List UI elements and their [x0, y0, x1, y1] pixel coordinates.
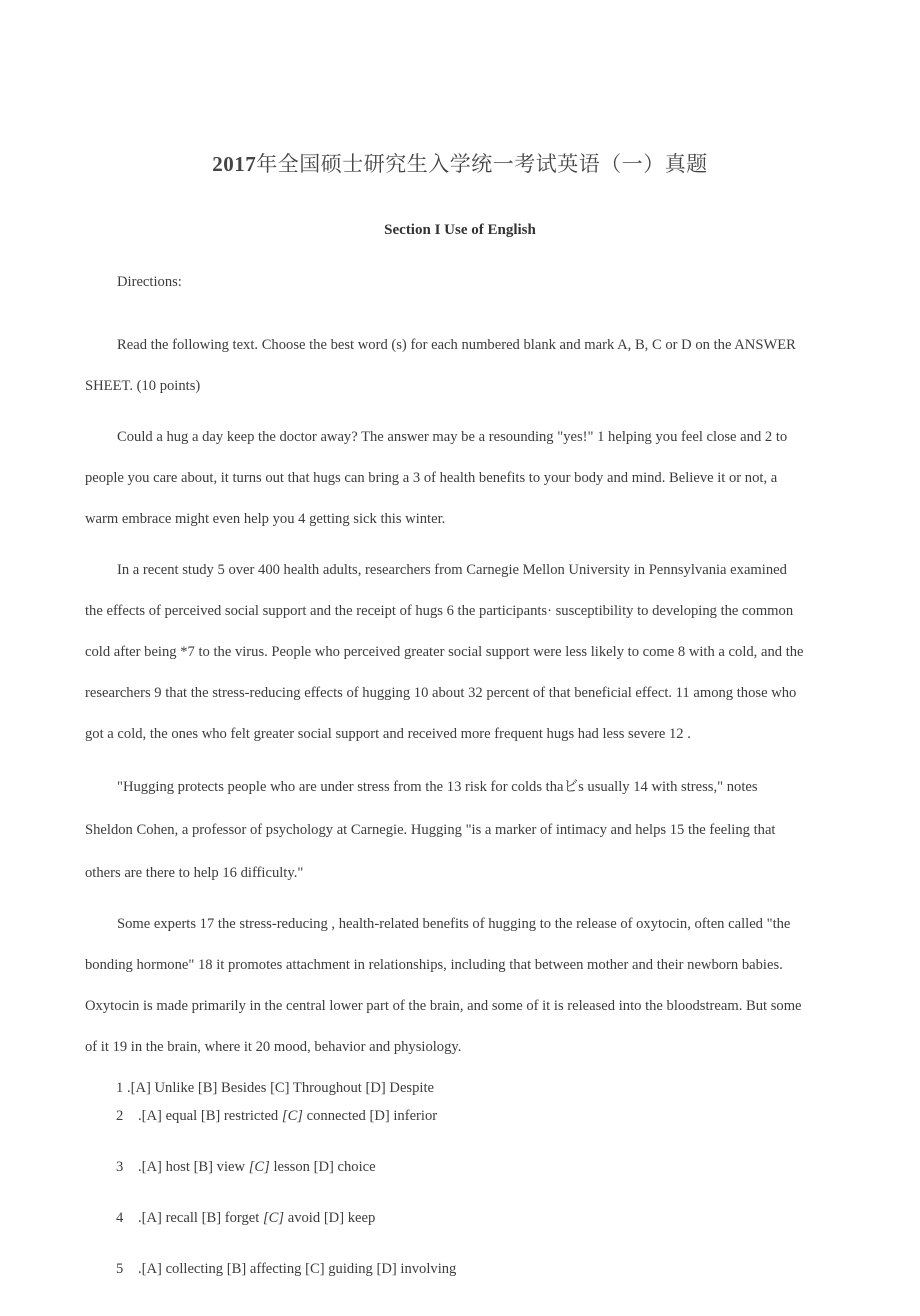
- passage-line: bonding hormone" 18 it promotes attachment in relationships, including that between mother and their newborn babies.: [85, 957, 783, 973]
- passage-line: warm embrace might even help you 4 getting sick this winter.: [85, 511, 446, 527]
- option-a: [A] Unlike: [130, 1080, 195, 1096]
- passage-line: Sheldon Cohen, a professor of psychology at Carnegie. Hugging "is a marker of intimacy and helps 15 the feeling that: [85, 822, 776, 838]
- option-separator: .: [123, 1080, 131, 1096]
- option-b: [B] restricted: [200, 1108, 279, 1124]
- option-number: 2: [116, 1108, 124, 1124]
- section-heading: Section I Use of English: [384, 222, 536, 238]
- page-title: [0, 148, 920, 178]
- option-a: [A] host: [141, 1159, 190, 1175]
- option-row-3: [116, 1159, 376, 1176]
- title-text: 年全国硕士研究生入学统一考试英语（一）真题: [256, 152, 708, 176]
- option-c: connected: [306, 1108, 366, 1124]
- option-c-label: [C]: [262, 1210, 285, 1226]
- option-separator: .: [138, 1108, 142, 1124]
- option-c-label: [C]: [305, 1261, 325, 1277]
- option-d: [D] Despite: [365, 1080, 434, 1096]
- option-separator: .: [138, 1210, 142, 1226]
- option-c: lesson: [273, 1159, 310, 1175]
- option-c: guiding: [328, 1261, 373, 1277]
- instructions-line: SHEET. (10 points): [85, 378, 201, 394]
- passage-line: Some experts 17 the stress-reducing , health-related benefits of hugging to the release of oxytocin, often called "the: [117, 916, 791, 932]
- option-row-4: [116, 1210, 375, 1227]
- option-a: [A] equal: [141, 1108, 198, 1124]
- passage-line: researchers 9 that the stress-reducing effects of hugging 10 about 32 percent of that beneficial effect. 11 among those who: [85, 685, 797, 701]
- option-c-label: [C]: [281, 1108, 303, 1124]
- option-a: [A] recall: [141, 1210, 198, 1226]
- passage-line: the effects of perceived social support and the receipt of hugs 6 the participants· susceptibility to developing the common: [85, 603, 794, 619]
- passage-line: of it 19 in the brain, where it 20 mood, behavior and physiology.: [85, 1039, 462, 1055]
- option-number: 3: [116, 1159, 124, 1175]
- instructions-line: Read the following text. Choose the best word (s) for each numbered blank and mark A, B, C or D on the ANSWER: [117, 337, 796, 353]
- passage-line: "Hugging protects people who are under stress from the 13 risk for colds thaビs usually 14 with stress," notes: [117, 779, 758, 795]
- option-d: [D] involving: [376, 1261, 457, 1277]
- passage-paragraph-1: [85, 417, 840, 540]
- instructions-paragraph: [85, 325, 840, 407]
- option-c: Throughout: [292, 1080, 362, 1096]
- option-row-2: [116, 1108, 437, 1125]
- option-b: [B] forget: [201, 1210, 260, 1226]
- passage-line: got a cold, the ones who felt greater social support and received more frequent hugs had less severe 12 .: [85, 726, 691, 742]
- option-separator: .: [138, 1261, 142, 1277]
- option-row-1: [116, 1080, 434, 1097]
- directions-label: Directions:: [117, 274, 182, 290]
- passage-line: others are there to help 16 difficulty.": [85, 865, 304, 881]
- directions-label-block: [85, 274, 840, 291]
- option-d: [D] keep: [323, 1210, 376, 1226]
- option-b: [B] view: [193, 1159, 246, 1175]
- passage-line: people you care about, it turns out that hugs can bring a 3 of health benefits to your body and mind. Believe it or not, a: [85, 470, 778, 486]
- option-b: [B] affecting: [226, 1261, 302, 1277]
- option-b: [B] Besides: [197, 1080, 267, 1096]
- passage-paragraph-4: [85, 904, 840, 1068]
- passage-paragraph-2: [85, 550, 840, 755]
- passage-paragraph-3: [85, 766, 840, 895]
- option-number: 5: [116, 1261, 124, 1277]
- option-a: [A] collecting: [141, 1261, 224, 1277]
- option-d: [D] choice: [313, 1159, 376, 1175]
- option-number: 1: [116, 1080, 124, 1096]
- option-number: 4: [116, 1210, 124, 1226]
- option-c-label: [C]: [248, 1159, 270, 1175]
- option-c: avoid: [287, 1210, 321, 1226]
- passage-line: In a recent study 5 over 400 health adults, researchers from Carnegie Mellon University in Pennsylvania examined: [117, 562, 787, 578]
- option-c-label: [C]: [270, 1080, 290, 1096]
- passage-line: cold after being *7 to the virus. People who perceived greater social support were less likely to come 8 with a cold, and the: [85, 644, 804, 660]
- passage-line: Could a hug a day keep the doctor away? The answer may be a resounding "yes!" 1 helping you feel close and 2 to: [117, 429, 788, 445]
- passage-line: Oxytocin is made primarily in the central lower part of the brain, and some of it is released into the bloodstream. But some: [85, 998, 802, 1014]
- option-separator: .: [138, 1159, 142, 1175]
- title-year: 2017: [212, 152, 257, 176]
- option-row-5: [116, 1261, 456, 1278]
- option-d: [D] inferior: [369, 1108, 438, 1124]
